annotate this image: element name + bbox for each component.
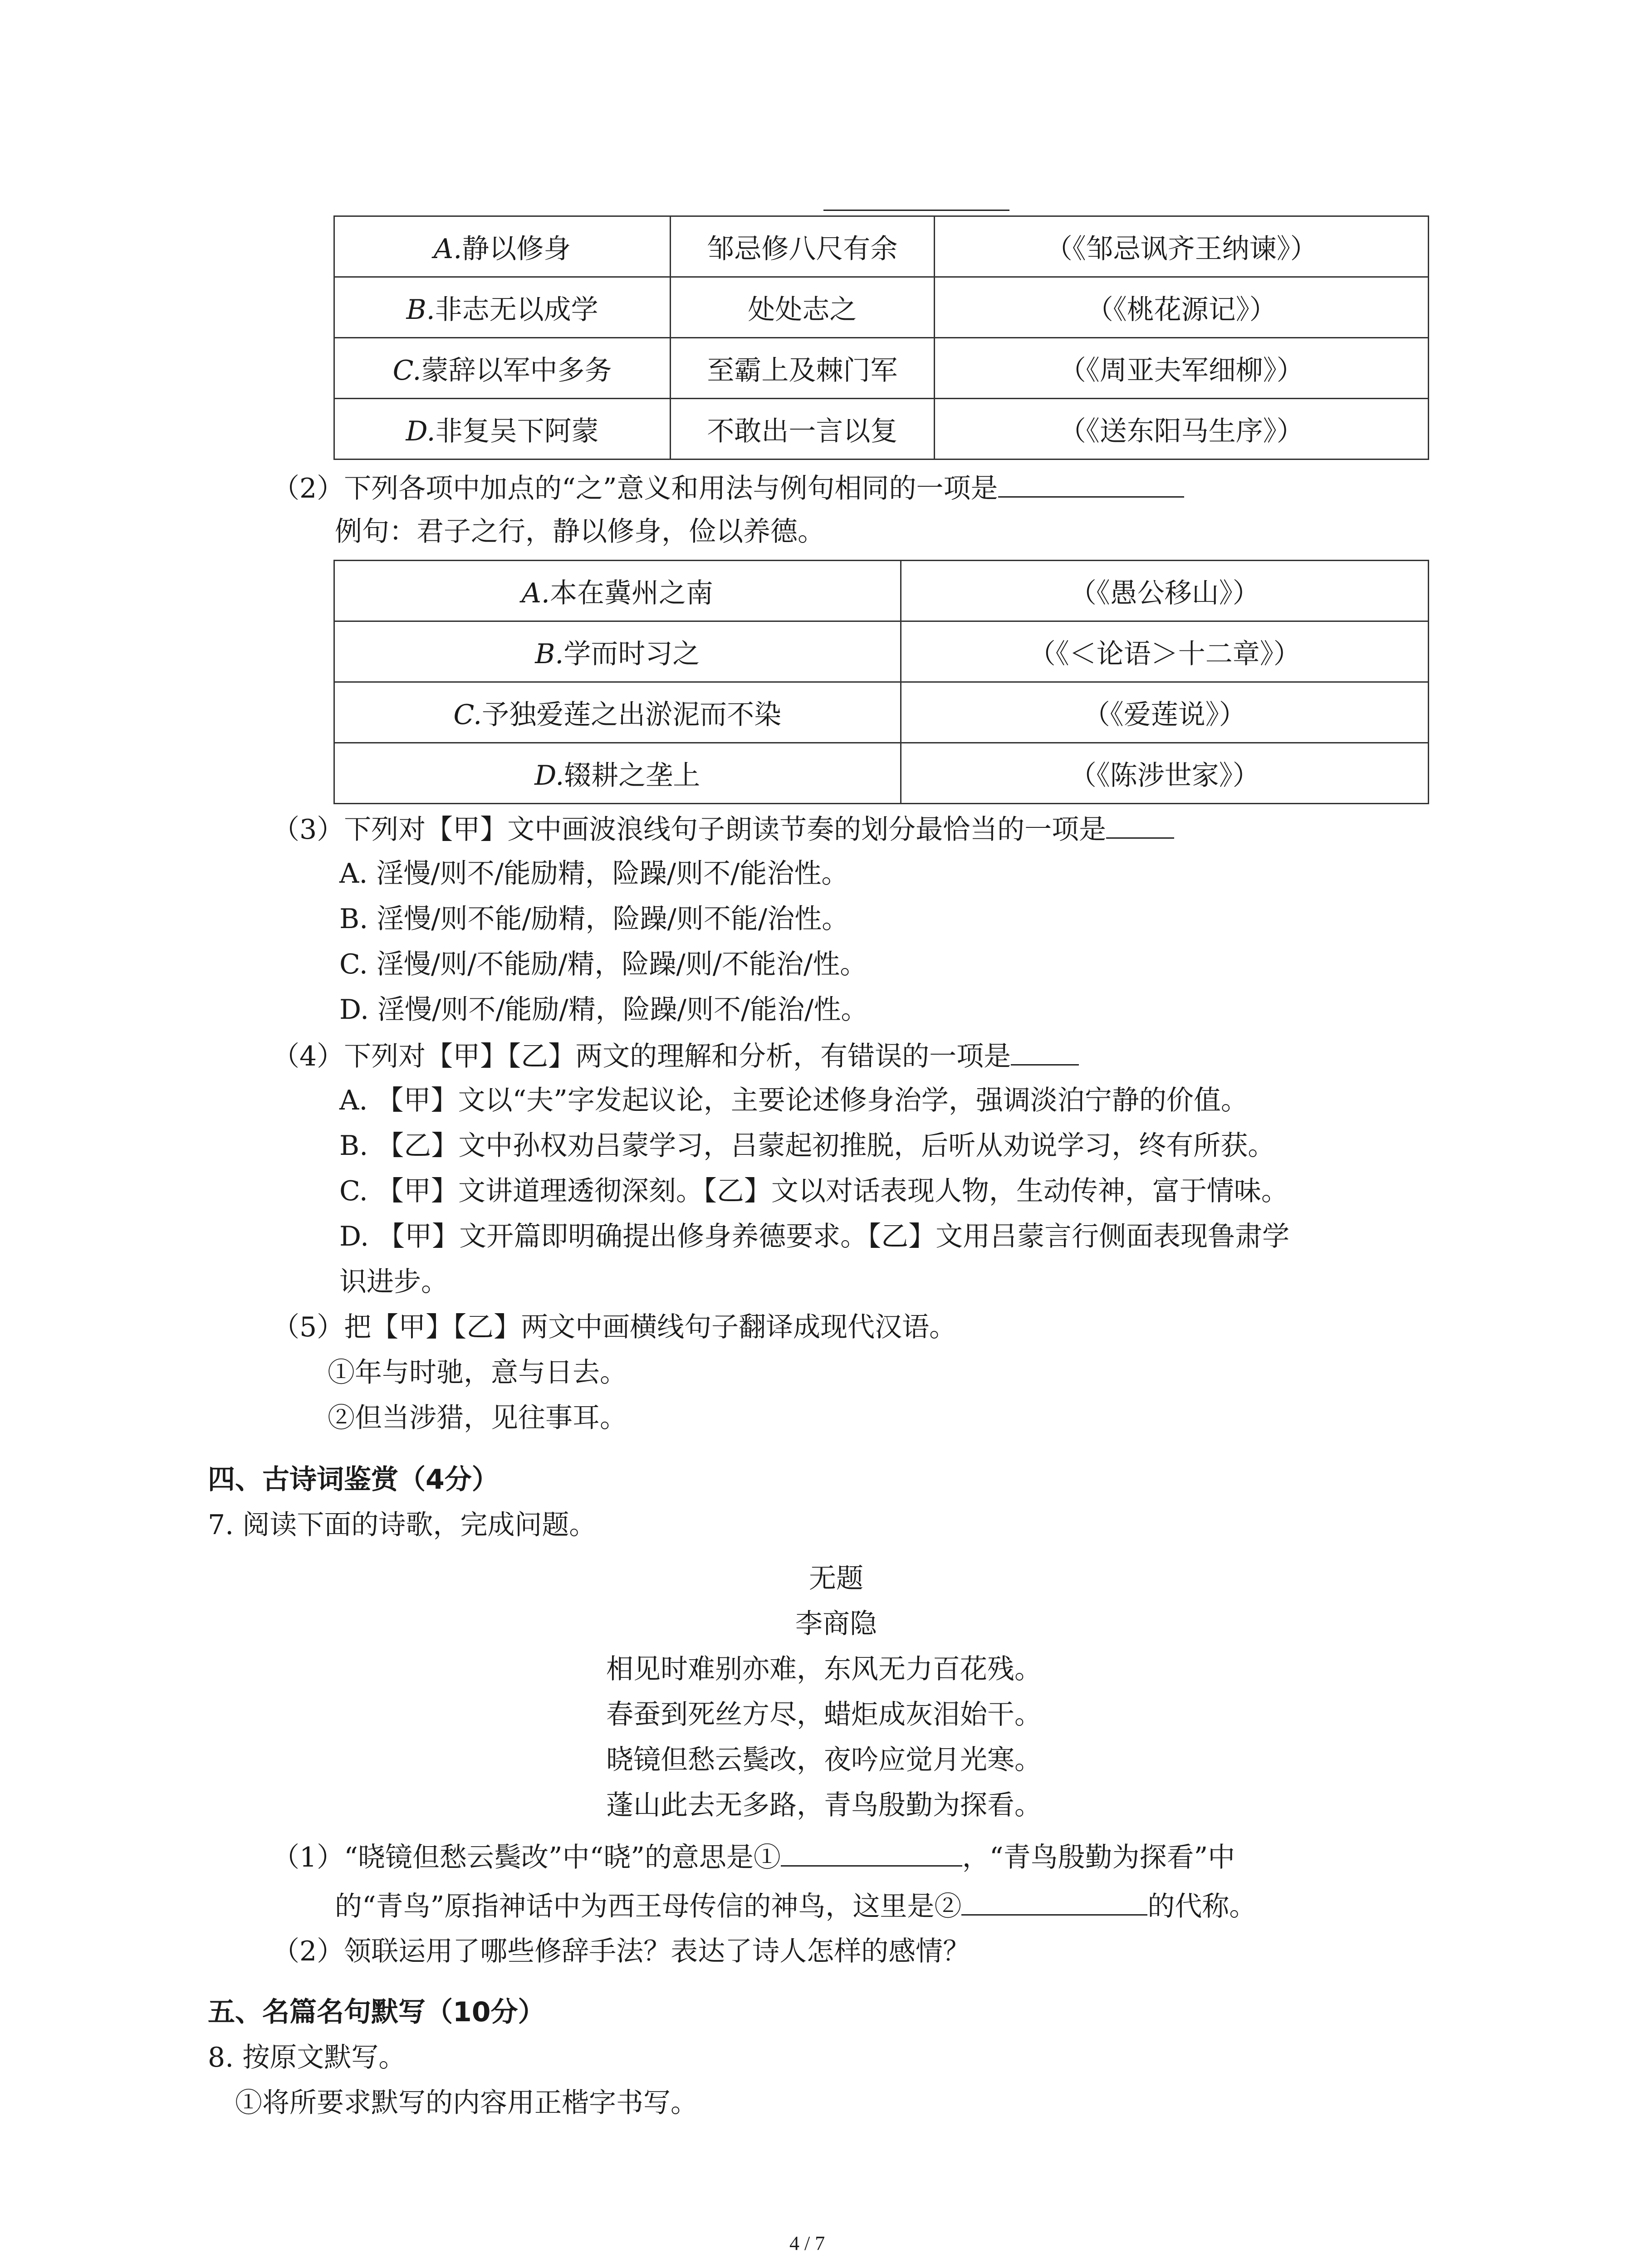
page-number: 4 / 7: [789, 2232, 825, 2254]
option-phrase: 蒙辞以军中多务: [421, 354, 612, 386]
translation-item-2: ②但当涉猎，见往事耳。: [328, 1402, 627, 1434]
table-row: [334, 338, 1429, 399]
answer-blank-1[interactable]: [781, 1838, 962, 1867]
section-4-title: 四、古诗词鉴赏（4分）: [208, 1464, 499, 1496]
option-a: A. 【甲】文以“夫”字发起议论，主要论述修身治学，强调淡泊宁静的价值。: [339, 1085, 1248, 1116]
option-letter: D.: [534, 759, 564, 792]
table-row: [334, 216, 1429, 277]
question-text: 的“青鸟”原指神话中为西王母传信的神鸟，这里是②: [335, 1891, 962, 1922]
source-title: （《邹忌讽齐王纳谏》）: [934, 216, 1428, 277]
question-text: ，“青鸟殷勤为探看”中: [962, 1842, 1235, 1873]
poem-line: 蓬山此去无多路，青鸟殷勤为探看。: [606, 1789, 1042, 1821]
option-text: 予独爱莲之出淤泥而不染: [482, 699, 782, 731]
option-letter: D.: [406, 415, 436, 447]
table-row: [334, 561, 1429, 621]
top-answer-line: [823, 210, 1009, 211]
table-row: [334, 743, 1429, 804]
question-number: （4）: [272, 1041, 344, 1072]
table-row: [334, 277, 1429, 338]
option-phrase: 非复吴下阿蒙: [435, 415, 599, 447]
question-number: （5）: [272, 1311, 344, 1343]
option-a: A. 淫慢/则不/能励精，险躁/则不/能治性。: [339, 858, 849, 890]
option-c: C. 【甲】文讲道理透彻深刻。【乙】文以对话表现人物，生动传神，富于情味。: [339, 1175, 1288, 1207]
option-c: C. 淫慢/则/不能励/精，险躁/则/不能治/性。: [339, 948, 867, 980]
question-text: 下列各项中加点的“之”意义和用法与例句相同的一项是: [344, 473, 998, 504]
table-row: [334, 399, 1429, 459]
source-title: （《桃花源记》）: [934, 277, 1428, 338]
source-title: （《周亚夫军细柳》）: [934, 338, 1428, 399]
question-number: （1）: [272, 1842, 344, 1873]
zhi-usage-table: [333, 560, 1429, 804]
source-title: （《陈涉世家》）: [901, 743, 1428, 804]
question-3: [272, 810, 1174, 848]
option-letter: C.: [392, 354, 421, 386]
question-7-2: （2）领联运用了哪些修辞手法？表达了诗人怎样的感情？: [272, 1936, 970, 1967]
question-2: [272, 469, 1184, 507]
table-row: [334, 621, 1429, 682]
question-7: 7. 阅读下面的诗歌，完成问题。: [208, 1509, 597, 1541]
option-text: 学而时习之: [563, 638, 700, 670]
answer-blank[interactable]: [1106, 810, 1174, 839]
option-phrase: 非志无以成学: [435, 293, 598, 326]
source-title: （《爱莲说》）: [901, 682, 1428, 743]
section-5-title: 五、名篇名句默写（10分）: [208, 1996, 545, 2028]
question-number: （3）: [272, 814, 344, 846]
question-text: 的代称。: [1147, 1891, 1257, 1922]
example-phrase: 至霸上及棘门军: [671, 338, 934, 399]
option-letter: B.: [535, 638, 564, 670]
example-phrase: 处处志之: [671, 277, 934, 338]
option-letter: A.: [521, 577, 550, 609]
poem-line: 相见时难别亦难，东风无力百花残。: [606, 1653, 1042, 1685]
option-b: B. 淫慢/则不能/励精，险躁/则不能/治性。: [339, 903, 849, 935]
instruction-item-1: ①将所要求默写的内容用正楷字书写。: [235, 2087, 698, 2119]
poem-line: 春蚕到死丝方尽，蜡炬成灰泪始干。: [606, 1699, 1042, 1730]
source-title: （《＜论语＞十二章》）: [901, 621, 1428, 682]
table-row: [334, 682, 1429, 743]
option-d: D. 【甲】文开篇即明确提出修身养德要求。【乙】文用吕蒙言行侧面表现鲁肃学: [339, 1221, 1290, 1252]
question-text: 下列对【甲】文中画波浪线句子朗读节奏的划分最恰当的一项是: [344, 814, 1107, 846]
question-8: 8. 按原文默写。: [208, 2042, 406, 2073]
option-b: B. 【乙】文中孙权劝吕蒙学习，吕蒙起初推脱，后听从劝说学习，终有所获。: [339, 1130, 1275, 1162]
option-phrase: 静以修身: [462, 233, 571, 265]
answer-blank[interactable]: [1011, 1037, 1079, 1066]
question-number: （2）: [272, 473, 344, 504]
example-sentence: 例句：君子之行，静以修身，俭以养德。: [335, 516, 825, 547]
question-text: 把【甲】【乙】两文中画横线句子翻译成现代汉语。: [344, 1311, 957, 1343]
option-text: 本在冀州之南: [549, 577, 713, 609]
word-meaning-table: [333, 215, 1429, 460]
question-text: 下列对【甲】【乙】两文的理解和分析，有错误的一项是: [344, 1041, 1011, 1072]
poem-author: 李商隐: [795, 1608, 877, 1640]
question-7-1-cont: [335, 1887, 1256, 1925]
translation-item-1: ①年与时驰，意与日去。: [328, 1357, 627, 1388]
option-letter: C.: [453, 699, 482, 731]
question-4: [272, 1037, 1079, 1075]
option-letter: B.: [406, 293, 435, 326]
question-5: [272, 1309, 956, 1345]
source-title: （《愚公移山》）: [901, 561, 1428, 621]
question-7-1: [272, 1838, 1235, 1876]
option-text: 辍耕之垄上: [564, 759, 700, 792]
answer-blank[interactable]: [998, 469, 1184, 498]
answer-blank-2[interactable]: [961, 1887, 1147, 1916]
option-letter: A.: [433, 233, 462, 265]
poem-title: 无题: [809, 1563, 863, 1594]
option-d: D. 淫慢/则不/能励/精，险躁/则不/能治/性。: [339, 994, 868, 1026]
poem-line: 晓镜但愁云鬓改，夜吟应觉月光寒。: [606, 1744, 1042, 1776]
source-title: （《送东阳马生序》）: [934, 399, 1428, 459]
question-text: “晓镜但愁云鬓改”中“晓”的意思是①: [344, 1842, 781, 1873]
example-phrase: 邹忌修八尺有余: [671, 216, 934, 277]
option-d-continued: 识进步。: [339, 1266, 448, 1298]
example-phrase: 不敢出一言以复: [671, 399, 934, 459]
